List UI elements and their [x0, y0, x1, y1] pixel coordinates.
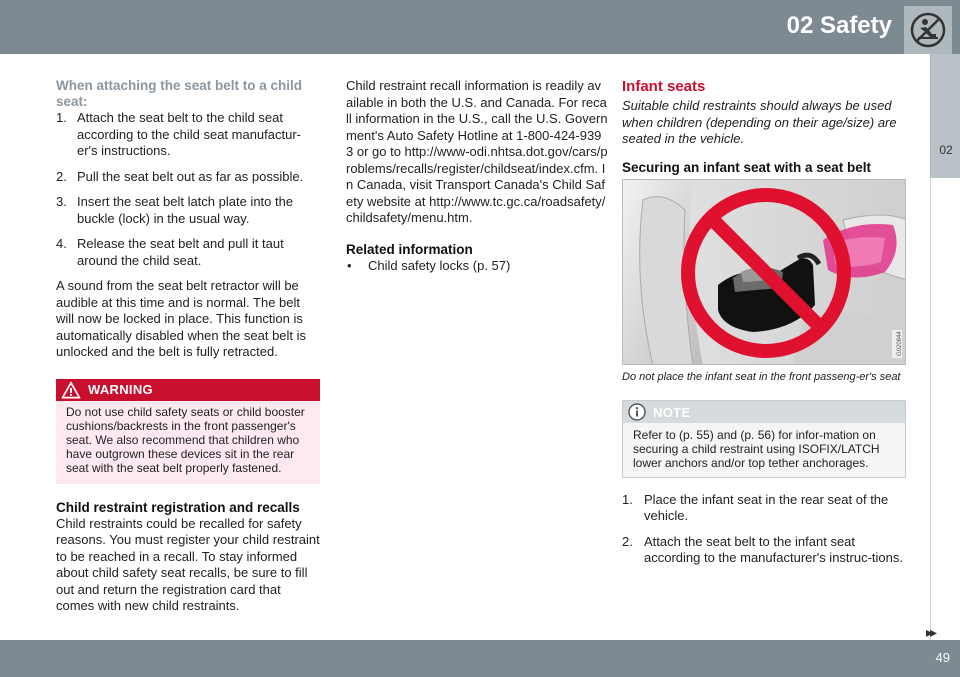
registration-paragraph: Child restraints could be recalled for safety reasons. You must register your child restraint to be reached in a recall. To stay informed about child safety seat recalls, be sure to fill out and return the registration card that comes with new child restraints.	[56, 515, 320, 613]
chapter-badge	[904, 6, 952, 54]
recall-info-paragraph: Child restraint recall information is readily available in both the U.S. and Canada. For recall information in the U.S., call the U.S. Government's Auto Safety Hotline at 1-800-424-9393 or go to http://www-odi.nhtsa.dot.gov/cars/problems/recalls/register/childseat/index.cfm. In Canada, visit Transport Canada's Child Safety website at http://www.tc.gc.ca/roadsafety/childsafety/menu.htm.	[346, 78, 608, 225]
warning-title: WARNING	[88, 381, 153, 397]
list-item: 2. Attach the seat belt to the infant seat according to the manufacturer's instruc-tions.	[622, 533, 903, 565]
list-item: 2. Pull the seat belt out as far as possible.	[56, 168, 304, 184]
attach-steps-list	[56, 110, 320, 269]
list-item: 1. Place the infant seat in the rear seat of the vehicle.	[622, 491, 889, 523]
column-1	[56, 78, 320, 615]
note-title: NOTE	[653, 404, 691, 420]
page-number: 49	[935, 650, 950, 665]
attach-belt-heading: When attaching the seat belt to a child seat:	[56, 78, 303, 109]
note-body: Refer to (p. 55) and (p. 56) for infor-mation on securing a child restraint using ISOFIX/LATCH lower anchors and/or top tether anchorages.	[633, 427, 880, 470]
note-box	[622, 400, 906, 478]
list-item: 3. Insert the seat belt latch plate into the buckle (lock) in the usual way.	[56, 194, 294, 226]
warning-header	[56, 379, 320, 401]
warning-box	[56, 379, 320, 484]
related-link[interactable]: Child safety locks (p. 57)	[368, 257, 511, 273]
side-tab-label: 02	[939, 143, 953, 157]
list-item: 4. Release the seat belt and pull it taut around the child seat.	[56, 236, 284, 268]
side-rule	[930, 178, 960, 640]
list-item: 1. Attach the seat belt to the child seat according to the child seat manufactur-er's instructions.	[56, 110, 302, 158]
chapter-title: 02 Safety	[786, 12, 892, 39]
no-child-seat-icon	[908, 10, 948, 50]
list-item[interactable]: • Child safety locks (p. 57)	[347, 257, 511, 273]
figure-caption: Do not place the infant seat in the front passeng-er's seat	[622, 370, 901, 383]
column-3	[622, 78, 906, 576]
infant-steps-list	[622, 492, 906, 567]
column-2	[346, 78, 608, 274]
warning-triangle-icon	[61, 381, 81, 399]
retractor-paragraph: A sound from the seat belt retractor will be audible at this time and is normal. The belt will now be locked in place. This function is automatically disabled when the seat belt is unlocked and the belt is fully retracted.	[56, 278, 307, 359]
page-header	[0, 0, 960, 54]
double-chevron-right-icon[interactable]: ▸▸	[925, 624, 934, 640]
prohibited-infant-seat-image	[623, 180, 906, 365]
related-info-heading: Related information	[346, 241, 473, 257]
securing-heading: Securing an infant seat with a seat belt	[622, 159, 872, 175]
note-header	[623, 401, 905, 423]
warning-body: Do not use child safety seats or child booster cushions/backrests in the front passenger's seat. We also recommend that children who have outgrown these devices sit in the rear seat with the seat belt properly fastened.	[66, 404, 305, 475]
chapter-side-tab[interactable]	[930, 54, 960, 178]
infant-seats-title: Infant seats	[622, 78, 706, 95]
page-footer	[0, 640, 960, 677]
registration-heading: Child restraint registration and recalls	[56, 499, 300, 515]
figure-code: G020844	[892, 330, 902, 358]
infant-seat-illustration	[622, 179, 906, 365]
related-info-list	[346, 258, 608, 275]
info-icon	[628, 403, 646, 421]
infant-seats-intro: Suitable child restraints should always be used when children (depending on their age/size) are seated in the vehicle.	[622, 98, 897, 146]
